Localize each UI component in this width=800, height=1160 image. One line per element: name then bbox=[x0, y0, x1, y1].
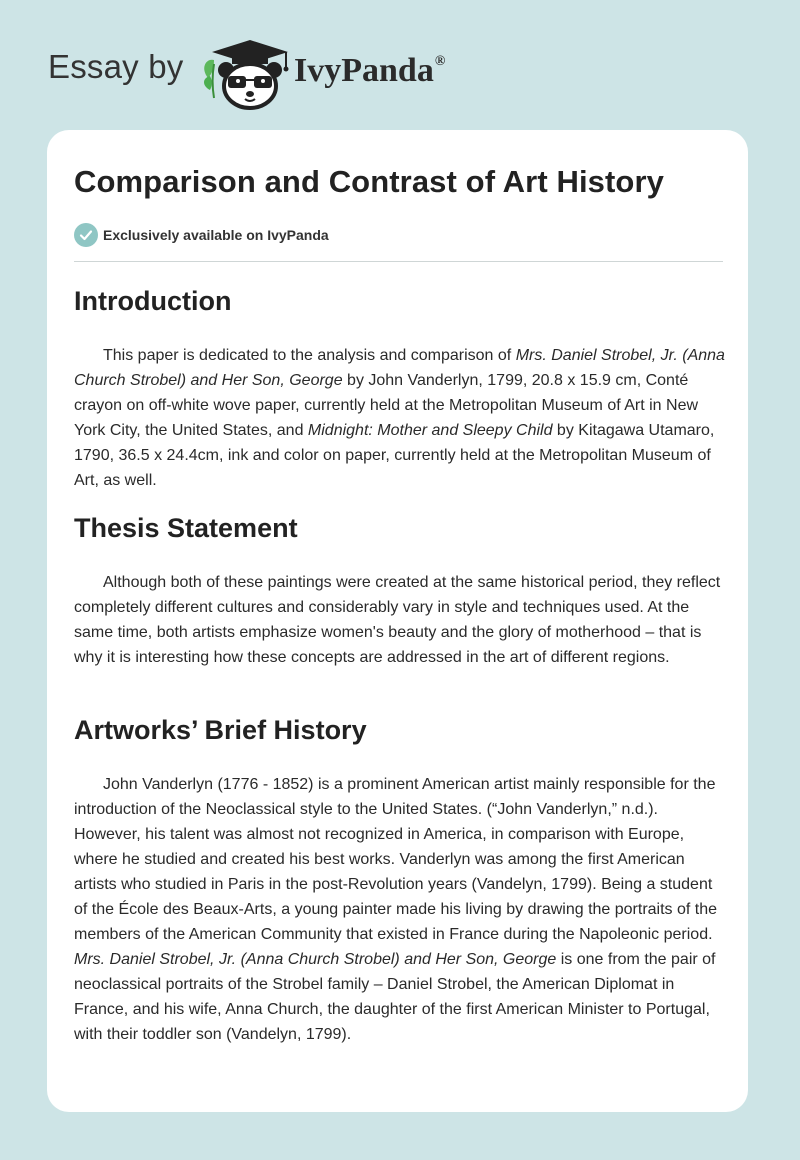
section-heading-history: Artworks’ Brief History bbox=[74, 715, 367, 745]
exclusive-badge bbox=[74, 222, 329, 248]
registered-mark: ® bbox=[434, 54, 446, 69]
panda-logo-icon bbox=[200, 34, 296, 114]
section-heading-introduction: Introduction bbox=[74, 286, 232, 316]
brand-name: IvyPanda® bbox=[294, 52, 446, 89]
page-title: Comparison and Contrast of Art History bbox=[74, 164, 664, 199]
paragraph-thesis: Although both of these paintings were created at the same historical period, they reflect completely different cultures and considerably vary in style and techniques used. At the same time, both artists emphasize women's beauty and the glory of motherhood – that is why it is interesting how these concepts are addressed in the art of different regions. bbox=[74, 574, 721, 666]
exclusive-badge-label: Exclusively available on IvyPanda bbox=[103, 227, 329, 243]
divider bbox=[74, 261, 723, 262]
section-heading-thesis: Thesis Statement bbox=[74, 513, 298, 543]
site-header bbox=[48, 34, 748, 114]
paragraph-history: John Vanderlyn (1776 - 1852) is a prominent American artist mainly responsible for the introduction of the Neoclassical style to the United States. (“John Vanderlyn,” n.d.). However, his talent was almost not recognized in America, in comparison with Europe, where he studied and created his best works. Vanderlyn was among the first American artists who studied in Paris in the post-Revolution years (Vandelyn, 1799). Being a student of the École des Beaux-Arts, a young painter made his living by drawing the portraits of the members of the American Community that existed in France during the Napoleonic period. Mrs. Daniel Strobel, Jr. (Anna Church Strobel) and Her Son, George is one from the pair of neoclassical portraits of the Strobel family – Daniel Strobel, the American Diplomat in France, and his wife, Anna Church, the daughter of the first American Minister to Portugal, with their toddler son (Vandelyn, 1799). bbox=[74, 776, 718, 1043]
check-icon bbox=[74, 223, 98, 247]
essay-by-label: Essay by bbox=[48, 48, 184, 85]
article-card bbox=[47, 130, 748, 1112]
paragraph-introduction: This paper is dedicated to the analysis and comparison of Mrs. Daniel Strobel, Jr. (Anna Church Strobel) and Her Son, George by John Vanderlyn, 1799, 20.8 x 15.9 cm, Conté crayon on off-white wove paper, currently held at the Metropolitan Museum of Art in New York City, the United States, and Midnight: Mother and Sleepy Child by Kitagawa Utamaro, 1790, 36.5 x 24.4cm, ink and color on paper, currently held at the Metropolitan Museum of Art, as well. bbox=[74, 347, 725, 489]
